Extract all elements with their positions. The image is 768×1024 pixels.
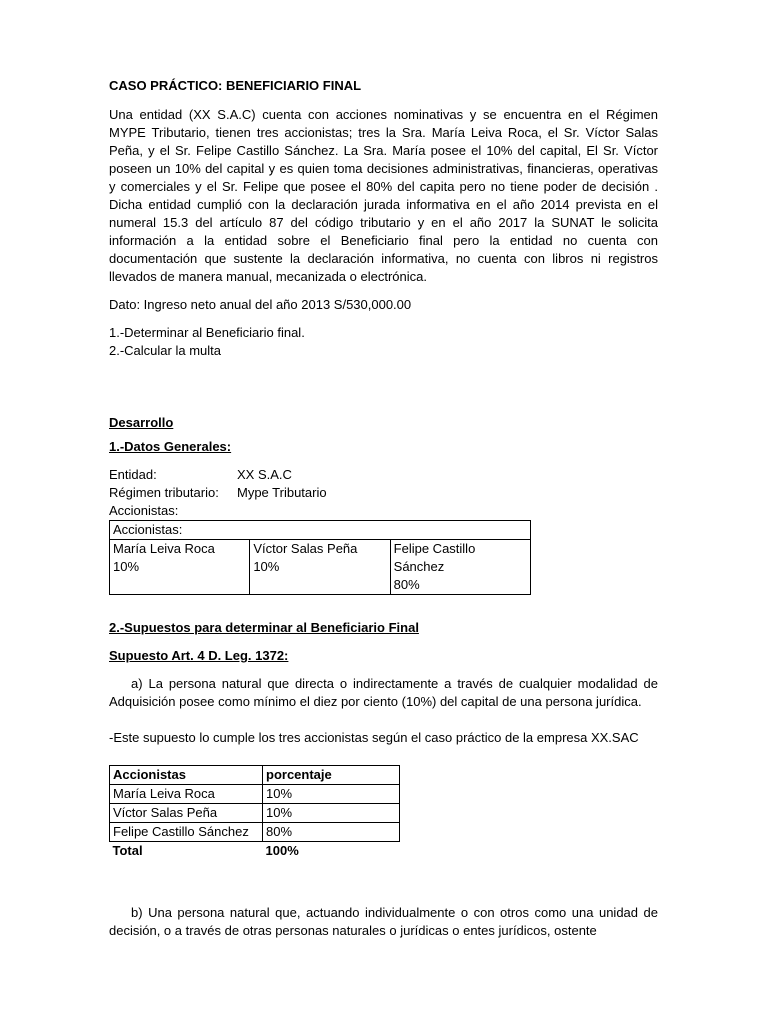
table-cell: Felipe Castillo Sánchez	[110, 823, 263, 842]
general-value: XX S.A.C	[237, 467, 292, 482]
table-cell	[250, 540, 390, 595]
task-2: 2.-Calcular la multa	[109, 343, 221, 358]
shareholder-pct: 80%	[393, 577, 420, 592]
shareholder-name: Víctor Salas Peña	[253, 541, 358, 556]
point-a-paragraph: a) La persona natural que directa o indirectamente a través de cualquier modalidad de Adquisición posee como mínimo el diez por ciento (10%) del capital de una persona jurídica.	[109, 676, 658, 709]
cumple-line: -Este supuesto lo cumple los tres accionistas según el caso práctico de la empresa XX.SAC	[109, 730, 639, 745]
table-total-row	[110, 842, 400, 861]
table-row	[110, 540, 531, 595]
general-value: Mype Tributario	[237, 485, 327, 500]
task-1: 1.-Determinar al Beneficiario final.	[109, 325, 305, 340]
shareholder-pct: 10%	[253, 559, 280, 574]
desarrollo-heading: Desarrollo	[109, 415, 174, 430]
table-header-cell: Accionistas	[110, 766, 263, 785]
general-row	[109, 466, 658, 484]
table-header-row	[110, 521, 531, 540]
section-1-heading: 1.-Datos Generales:	[109, 439, 232, 454]
table-cell	[110, 540, 250, 595]
shareholders-table	[109, 520, 531, 595]
section-2-heading: 2.-Supuestos para determinar al Beneficiario Final	[109, 620, 419, 635]
total-value: 100%	[265, 843, 299, 858]
table-cell	[390, 540, 530, 595]
shareholder-pct: 10%	[113, 559, 140, 574]
shareholder-name: María Leiva Roca	[113, 541, 215, 556]
percentage-table	[109, 765, 400, 860]
case-paragraph: Una entidad (XX S.A.C) cuenta con acciones nominativas y se encuentra en el Régimen MYPE Tributario, tienen tres accionistas; tres la Sra. María Leiva Roca, el Sr. Víctor Salas Peña, y el Sr. Felipe Castillo Sánchez. La Sra. María posee el 10% del capital, El Sr. Víctor poseen un 10% del capital y es quien toma decisiones administrativas, financieras, operativas y comerciales y el Sr. Felipe que posee el 80% del capita pero no tiene poder de decisión . Dicha entidad cumplió con la declaración jurada informativa en el año 2014 prevista en el numeral 15.3 del artículo 87 del código tributario y en el año 2017 la SUNAT le solicita información a la entidad sobre el Beneficiario final pero la entidad no cuenta con documentación que sustente la declaración informativa, no cuenta con libros ni registros llevados de manera manual, mecanizada o electrónica.	[109, 107, 658, 284]
general-row	[109, 484, 658, 502]
table-row	[110, 804, 400, 823]
dato-line: Dato: Ingreso neto anual del año 2013 S/530,000.00	[109, 297, 412, 312]
table-cell: 10%	[263, 804, 400, 823]
supuesto-heading: Supuesto Art. 4 D. Leg. 1372:	[109, 648, 289, 663]
table-cell: 80%	[263, 823, 400, 842]
table-cell: María Leiva Roca	[110, 785, 263, 804]
general-row	[109, 502, 658, 520]
table-cell: Víctor Salas Peña	[110, 804, 263, 823]
general-label: Régimen tributario:	[109, 485, 219, 500]
table-header-cell: Accionistas:	[110, 521, 531, 540]
table-header-row	[110, 766, 400, 785]
table-row	[110, 823, 400, 842]
table-row	[110, 785, 400, 804]
shareholder-name: Felipe Castillo Sánchez	[393, 541, 476, 574]
point-b-paragraph: b) Una persona natural que, actuando individualmente o con otros como una unidad de decisión, o a través de otras personas naturales o jurídicas o entes jurídicos, ostente	[109, 905, 658, 938]
general-label: Accionistas:	[109, 503, 179, 518]
table-cell: 10%	[263, 785, 400, 804]
total-label: Total	[112, 843, 143, 858]
document-body	[109, 77, 658, 940]
general-label: Entidad:	[109, 467, 157, 482]
table-header-cell: porcentaje	[263, 766, 400, 785]
document-title: CASO PRÁCTICO: BENEFICIARIO FINAL	[109, 78, 362, 93]
general-data	[109, 466, 658, 520]
